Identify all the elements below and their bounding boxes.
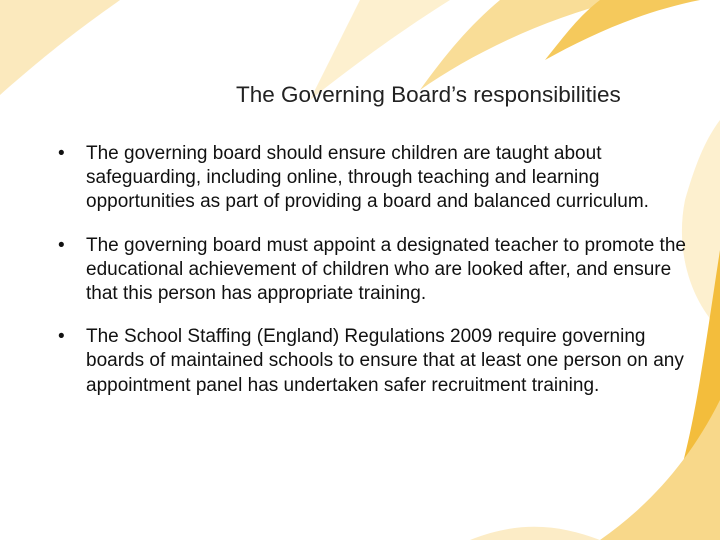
bullet-marker: • xyxy=(58,326,65,348)
slide-title: The Governing Board’s responsibilities xyxy=(236,82,621,107)
bullet-marker: • xyxy=(58,143,65,164)
bullet-text: The governing board must appoint a designated teacher to promote the educational achievement of children who are looked after, and ensure that this person has appropriate training. xyxy=(86,234,686,305)
bullet-marker: • xyxy=(58,234,65,256)
bullet-item xyxy=(58,234,698,307)
bullet-text: The governing board should ensure children are taught about safeguarding, including online, through teaching and learning opportunities as part of providing a board and balanced curriculum. xyxy=(86,143,649,213)
bullet-text: The School Staffing (England) Regulations 2009 require governing boards of maintained schools to ensure that at least one person on any appointment panel has undertaken safer recruitment training. xyxy=(86,326,684,396)
bullet-item xyxy=(58,325,698,398)
bullet-list xyxy=(58,142,698,417)
bottom-right-light xyxy=(470,527,600,540)
bullet-item xyxy=(58,142,698,215)
top-left-swoosh xyxy=(0,0,120,95)
